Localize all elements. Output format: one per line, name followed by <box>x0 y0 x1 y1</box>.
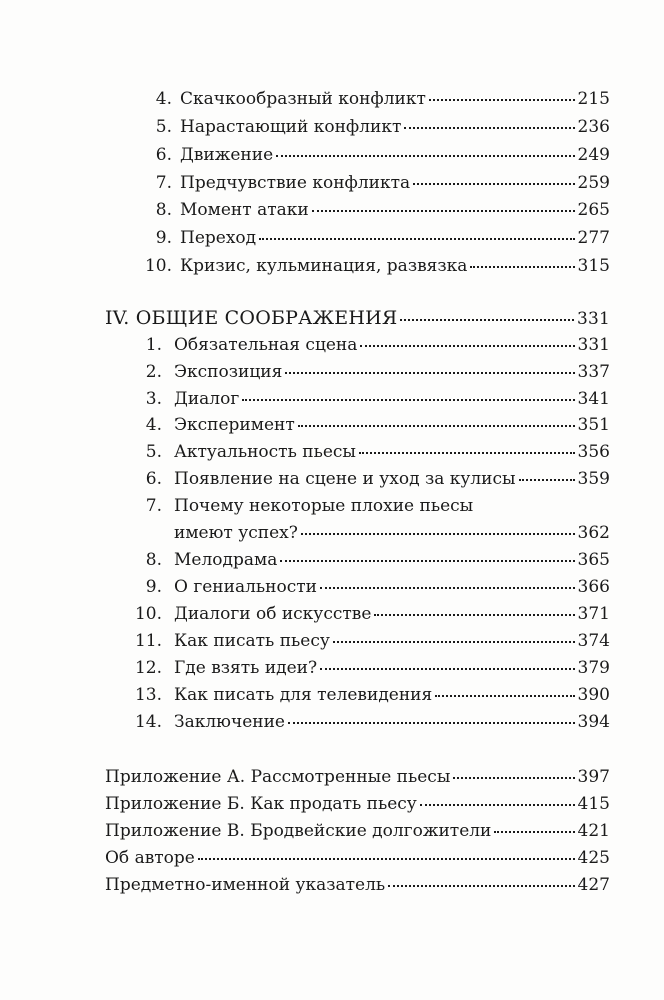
entry-number: 5. <box>145 442 162 462</box>
entry-page: 362 <box>577 523 610 543</box>
entry-title: Мелодрама <box>174 550 278 570</box>
entry-title: Скачкообразный конфликт <box>180 89 426 109</box>
entry-number: 12. <box>134 658 162 678</box>
appendix-title: Приложение Б. Как продать пьесу <box>105 794 417 814</box>
toc-entry <box>140 88 610 110</box>
toc-appendix <box>105 766 610 788</box>
dot-leader <box>285 372 574 374</box>
appendix-title: Предметно-именной указатель <box>105 875 386 895</box>
dot-leader <box>280 560 574 562</box>
entry-number: 10. <box>134 604 162 624</box>
entry-title: Экспозиция <box>174 362 283 382</box>
entry-page: 366 <box>577 577 610 597</box>
dot-leader <box>453 777 574 779</box>
entry-number: 3. <box>145 389 162 409</box>
toc-entry <box>140 227 610 249</box>
entry-title: Кризис, кульминация, развязка <box>180 256 468 276</box>
entry-title: Обязательная сцена <box>174 335 358 355</box>
entry-number: 11. <box>134 631 162 651</box>
dot-leader <box>494 831 574 833</box>
dot-leader <box>435 695 574 697</box>
toc-entry <box>140 549 610 571</box>
section-title: IV. ОБЩИЕ СООБРАЖЕНИЯ <box>105 307 398 329</box>
dot-leader <box>259 238 574 240</box>
entry-number: 4. <box>155 89 172 109</box>
toc-entry-continuation <box>174 522 610 544</box>
toc-entry <box>140 414 610 436</box>
appendix-page: 421 <box>577 821 610 841</box>
entry-page: 374 <box>577 631 610 651</box>
toc-entry <box>140 576 610 598</box>
entry-page: 371 <box>577 604 610 624</box>
entry-number: 7. <box>155 173 172 193</box>
toc-appendix <box>105 820 610 842</box>
entry-page: 379 <box>577 658 610 678</box>
entry-title: Актуальность пьесы <box>174 442 356 462</box>
dot-leader <box>519 479 575 481</box>
entry-title: Как писать для телевидения <box>174 685 433 705</box>
section-heading <box>105 307 610 330</box>
toc-entry <box>130 630 610 652</box>
entry-title: О гениальности <box>174 577 317 597</box>
toc-appendix <box>105 847 610 869</box>
entry-page: 331 <box>577 335 610 355</box>
dot-leader <box>374 614 574 616</box>
entry-title: Предчувствие конфликта <box>180 173 411 193</box>
toc-entry <box>130 711 610 733</box>
toc-entry <box>140 361 610 383</box>
entry-title-line1: Почему некоторые плохие пьесы <box>174 496 474 516</box>
entry-title: Диалоги об искусстве <box>174 604 372 624</box>
entry-page: 390 <box>577 685 610 705</box>
toc-entry <box>140 172 610 194</box>
entry-page: 365 <box>577 550 610 570</box>
toc-entry-multiline <box>140 495 610 517</box>
dot-leader <box>320 668 574 670</box>
dot-leader <box>312 210 575 212</box>
appendix-page: 427 <box>577 875 610 895</box>
entry-number: 6. <box>155 145 172 165</box>
toc-entry <box>130 603 610 625</box>
toc-entry <box>140 144 610 166</box>
appendix-title: Об авторе <box>105 848 195 868</box>
entry-title: Движение <box>180 145 274 165</box>
entry-page: 249 <box>577 145 610 165</box>
toc-entry <box>130 657 610 679</box>
toc-entry <box>130 684 610 706</box>
entry-page: 351 <box>577 415 610 435</box>
dot-leader <box>198 858 575 860</box>
appendix-page: 397 <box>577 767 610 787</box>
entry-title: Переход <box>180 228 257 248</box>
toc-entry <box>140 255 610 277</box>
dot-leader <box>404 127 574 129</box>
entry-number: 13. <box>134 685 162 705</box>
entry-number: 10. <box>144 256 172 276</box>
entry-number: 9. <box>145 577 162 597</box>
entry-page: 315 <box>577 256 610 276</box>
section-page: 331 <box>576 309 610 329</box>
entry-title: Где взять идеи? <box>174 658 318 678</box>
entry-number: 8. <box>145 550 162 570</box>
entry-number: 14. <box>134 712 162 732</box>
appendix-page: 415 <box>577 794 610 814</box>
toc-entry <box>140 199 610 221</box>
entry-title: Как писать пьесу <box>174 631 330 651</box>
entry-number: 9. <box>155 228 172 248</box>
entry-title: Эксперимент <box>174 415 295 435</box>
toc-entry <box>140 441 610 463</box>
toc-entry <box>140 388 610 410</box>
dot-leader <box>276 155 574 157</box>
entry-title: Диалог <box>174 389 240 409</box>
entry-number: 1. <box>145 335 162 355</box>
entry-title: Появление на сцене и уход за кулисы <box>174 469 516 489</box>
entry-title: Заключение <box>174 712 285 732</box>
entry-page: 265 <box>577 200 610 220</box>
dot-leader <box>298 425 575 427</box>
appendix-title: Приложение А. Рассмотренные пьесы <box>105 767 451 787</box>
toc-appendix <box>105 874 610 896</box>
appendix-title: Приложение В. Бродвейские долгожители <box>105 821 492 841</box>
entry-title: Нарастающий конфликт <box>180 117 402 137</box>
entry-title: Момент атаки <box>180 200 309 220</box>
entry-page: 394 <box>577 712 610 732</box>
entry-page: 215 <box>577 89 610 109</box>
dot-leader <box>388 885 574 887</box>
dot-leader <box>359 452 575 454</box>
entry-page: 259 <box>577 173 610 193</box>
entry-page: 359 <box>577 469 610 489</box>
toc-appendix <box>105 793 610 815</box>
dot-leader <box>429 99 575 101</box>
appendix-page: 425 <box>577 848 610 868</box>
toc-entry <box>140 334 610 356</box>
entry-number: 5. <box>155 117 172 137</box>
entry-page: 341 <box>577 389 610 409</box>
dot-leader <box>320 587 575 589</box>
entry-page: 337 <box>577 362 610 382</box>
entry-number: 6. <box>145 469 162 489</box>
entry-number: 4. <box>145 415 162 435</box>
entry-page: 236 <box>577 117 610 137</box>
entry-page: 356 <box>577 442 610 462</box>
entry-number: 7. <box>145 496 162 516</box>
entry-page: 277 <box>577 228 610 248</box>
dot-leader <box>470 266 574 268</box>
toc-entry <box>140 116 610 138</box>
dot-leader <box>413 183 574 185</box>
entry-title-line2: имеют успех? <box>174 523 298 543</box>
dot-leader <box>420 804 575 806</box>
dot-leader <box>288 722 575 724</box>
dot-leader <box>360 345 574 347</box>
dot-leader <box>242 399 574 401</box>
entry-number: 2. <box>145 362 162 382</box>
dot-leader <box>400 319 574 321</box>
dot-leader <box>301 533 575 535</box>
toc-entry <box>140 468 610 490</box>
dot-leader <box>333 641 575 643</box>
entry-number: 8. <box>155 200 172 220</box>
